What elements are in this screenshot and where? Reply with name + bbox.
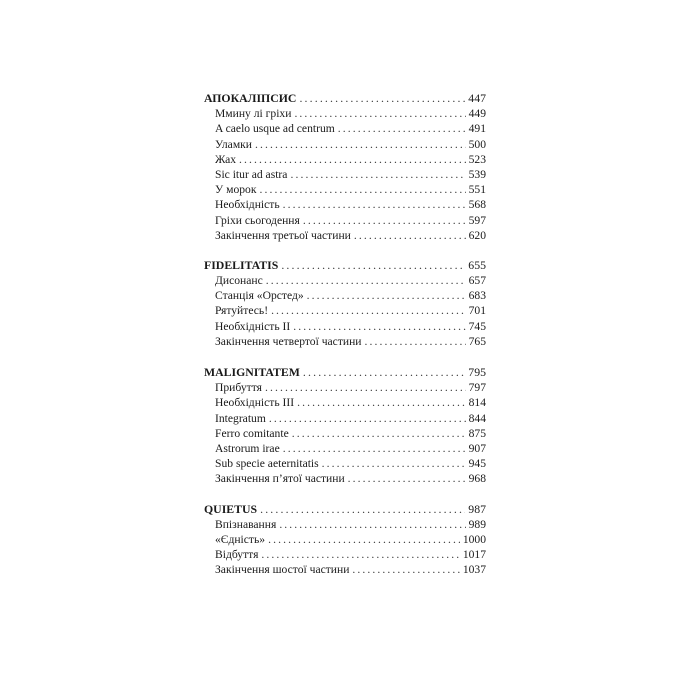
dot-leader (290, 167, 465, 182)
dot-leader (338, 121, 466, 136)
dot-leader (260, 502, 465, 517)
page-number: 765 (468, 334, 486, 348)
dot-leader (303, 365, 465, 380)
entry-title: Необхідність ІІІ (215, 396, 295, 410)
entry-title: Ммину лі гріхи (215, 107, 292, 121)
entry-title: Необхідність ІІ (215, 319, 291, 333)
toc-entry (204, 426, 486, 441)
entry-title: Закінчення четвертої частини (215, 334, 362, 348)
toc-entry (204, 167, 486, 182)
toc-entry (204, 334, 486, 349)
toc-entry (204, 456, 486, 471)
dot-leader (281, 258, 465, 273)
dot-leader (283, 441, 466, 456)
dot-leader (283, 197, 466, 212)
entry-title: Закінчення шостої частини (215, 563, 350, 577)
toc-heading (204, 502, 486, 517)
toc-heading (204, 91, 486, 106)
page-number: 875 (468, 426, 486, 440)
toc-entry (204, 213, 486, 228)
toc-entry (204, 121, 486, 136)
toc-section-fidelitatis (204, 258, 486, 349)
dot-leader (269, 411, 466, 426)
toc-section-malignitatem (204, 365, 486, 487)
dot-leader (293, 319, 465, 334)
dot-leader (259, 182, 465, 197)
entry-title: Прибуття (215, 381, 262, 395)
toc-entry (204, 273, 486, 288)
page-number: 568 (468, 198, 486, 212)
dot-leader (261, 547, 459, 562)
page-number: 701 (468, 304, 486, 318)
table-of-contents (204, 91, 486, 595)
toc-entry (204, 562, 486, 577)
entry-title: Впізнавання (215, 517, 277, 531)
dot-leader (292, 426, 466, 441)
page-number: 1037 (462, 563, 486, 577)
entry-title: Рятуйтесь! (215, 304, 269, 318)
dot-leader (265, 380, 466, 395)
dot-leader (303, 213, 466, 228)
dot-leader (294, 106, 465, 121)
toc-entry (204, 182, 486, 197)
dot-leader (307, 288, 466, 303)
page-number: 844 (468, 411, 486, 425)
page-number: 968 (468, 472, 486, 486)
dot-leader (348, 471, 466, 486)
toc-entry (204, 395, 486, 410)
section-title: FIDELITATIS (204, 257, 279, 272)
page-number: 797 (468, 381, 486, 395)
page-number: 620 (468, 228, 486, 242)
page-number: 539 (468, 167, 486, 181)
toc-section-quietus (204, 502, 486, 578)
entry-title: Гріхи сьогодення (215, 213, 300, 227)
page-number: 597 (468, 213, 486, 227)
toc-entry (204, 319, 486, 334)
page-number: 551 (468, 183, 486, 197)
entry-title: Закінчення п’ятої частини (215, 472, 345, 486)
entry-title: Станція «Орстед» (215, 289, 304, 303)
page-number: 447 (468, 91, 486, 105)
section-title: АПОКАЛІПСИС (204, 91, 297, 105)
entry-title: У морок (215, 183, 257, 197)
entry-title: Sub specie aeternitatis (215, 457, 319, 471)
entry-title: Дисонанс (215, 274, 263, 288)
dot-leader (266, 273, 466, 288)
page-number: 814 (468, 396, 486, 410)
toc-entry (204, 532, 486, 547)
dot-leader (239, 152, 466, 167)
toc-entry (204, 197, 486, 212)
entry-title: Astrorum irae (215, 441, 280, 455)
page-number: 523 (468, 152, 486, 166)
toc-entry (204, 380, 486, 395)
entry-title: Закінчення третьої частини (215, 228, 351, 242)
entry-title: Integratum (215, 411, 266, 425)
toc-entry (204, 106, 486, 121)
page-number: 491 (468, 122, 486, 136)
dot-leader (365, 334, 466, 349)
entry-title: Ferro comitante (215, 426, 289, 440)
entry-title: «Єдність» (215, 532, 266, 546)
entry-title: Уламки (215, 137, 253, 151)
page-number: 945 (468, 457, 486, 471)
page-number: 657 (468, 274, 486, 288)
page-number: 745 (468, 319, 486, 333)
page-number: 907 (468, 441, 486, 455)
page-number: 795 (468, 365, 486, 379)
toc-entry (204, 137, 486, 152)
dot-leader (268, 532, 460, 547)
dot-leader (297, 395, 466, 410)
page-number: 1017 (462, 548, 486, 562)
toc-entry (204, 441, 486, 456)
page-number: 500 (468, 137, 486, 151)
toc-entry (204, 471, 486, 486)
toc-entry (204, 517, 486, 532)
toc-entry (204, 411, 486, 426)
toc-entry (204, 303, 486, 318)
page-number: 987 (468, 501, 486, 516)
toc-entry (204, 288, 486, 303)
toc-entry (204, 152, 486, 167)
page-number: 655 (468, 257, 486, 272)
page-number: 1000 (462, 532, 486, 546)
toc-entry (204, 547, 486, 562)
entry-title: Sic itur ad astra (215, 167, 288, 181)
dot-leader (352, 562, 459, 577)
section-title: QUIETUS (204, 501, 258, 516)
entry-title: Необхідність (215, 198, 280, 212)
entry-title: A caelo usque ad centrum (215, 122, 335, 136)
entry-title: Жах (215, 152, 237, 166)
dot-leader (299, 91, 465, 106)
toc-section-apokalipsys (204, 91, 486, 243)
page-number: 683 (468, 289, 486, 303)
entry-title: Відбуття (215, 548, 259, 562)
dot-leader (279, 517, 465, 532)
section-title: MALIGNITATEM (204, 365, 300, 379)
toc-heading (204, 365, 486, 380)
dot-leader (354, 228, 466, 243)
toc-heading (204, 258, 486, 273)
dot-leader (322, 456, 466, 471)
page-number: 989 (468, 517, 486, 531)
dot-leader (271, 303, 466, 318)
page-number: 449 (468, 107, 486, 121)
dot-leader (255, 137, 466, 152)
toc-entry (204, 228, 486, 243)
